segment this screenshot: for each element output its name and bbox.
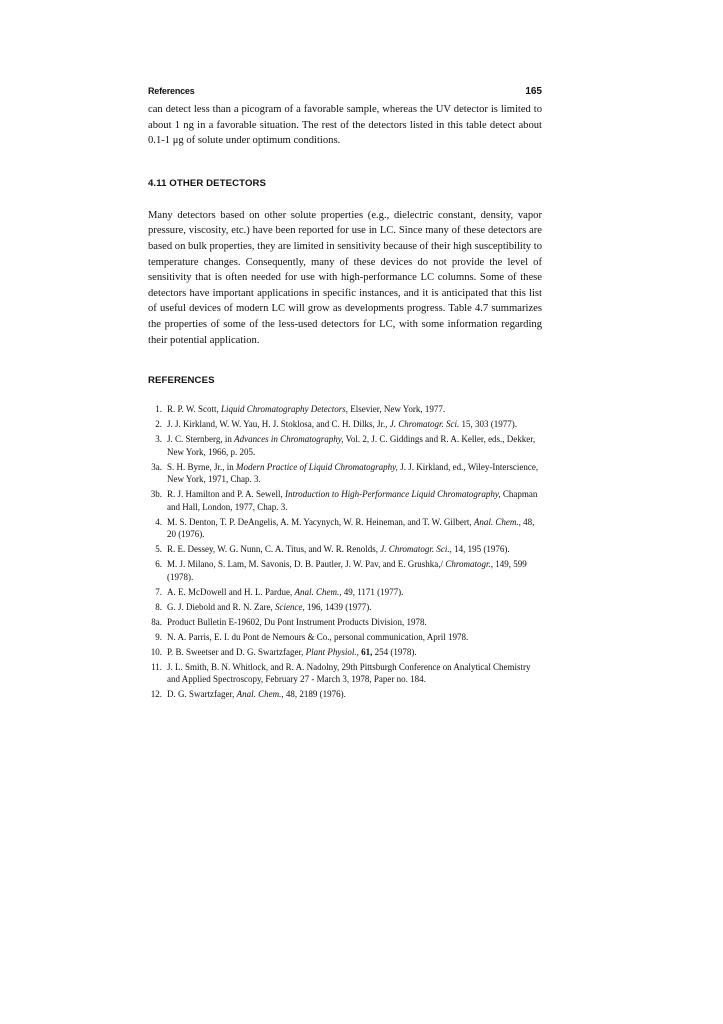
reference-source: J. Chromatogr. Sci., xyxy=(380,544,452,555)
reference-item xyxy=(148,616,542,629)
reference-item xyxy=(148,601,542,614)
reference-text xyxy=(167,558,542,583)
reference-item xyxy=(148,488,542,513)
reference-text xyxy=(167,543,542,556)
reference-number: 1. xyxy=(155,404,162,415)
page-number: 165 xyxy=(525,86,542,97)
reference-fragment: N. A. Parris, E. I. du Pont de Nemours & Co., personal communication, April 1978. xyxy=(167,631,469,642)
reference-fragment: J. J. Kirkland, W. W. Yau, H. J. Stoklosa, and C. H. Dilks, Jr., xyxy=(167,419,390,430)
reference-number: 7. xyxy=(155,586,162,597)
reference-item xyxy=(148,661,542,686)
references-list xyxy=(148,403,542,701)
reference-number: 8a. xyxy=(151,616,162,627)
reference-number: 6. xyxy=(155,559,162,570)
reference-fragment: 254 (1978). xyxy=(372,646,417,657)
reference-fragment: 15, 303 (1977). xyxy=(459,419,517,430)
reference-fragment: Vol. 2, J. C. Giddings and R. A. Keller, eds., Dekker, New York, 1966, p. 205. xyxy=(167,434,536,457)
reference-number: 3b. xyxy=(150,489,162,500)
reference-fragment: J. C. Sternberg, in xyxy=(167,434,235,445)
reference-fragment: 48, 2189 (1976). xyxy=(283,689,346,700)
reference-source: Liquid Chromatography Detectors, xyxy=(221,404,348,415)
running-header xyxy=(148,86,542,98)
reference-item xyxy=(148,418,542,431)
reference-fragment: R. P. W. Scott, xyxy=(167,404,222,415)
reference-source: Anal. Chem., xyxy=(294,586,342,597)
running-title: References xyxy=(148,86,195,96)
reference-fragment: P. B. Sweetser and D. G. Swartzfager, xyxy=(167,646,306,657)
reference-text xyxy=(167,433,542,458)
reference-fragment: Chapman and Hall, London, 1977, Chap. 3. xyxy=(167,489,538,512)
reference-fragment: Product Bulletin E-19602, Du Pont Instrument Products Division, 1978. xyxy=(167,616,427,627)
reference-fragment: 196, 1439 (1977). xyxy=(304,601,372,612)
reference-item xyxy=(148,631,542,644)
reference-text xyxy=(167,646,542,659)
reference-item xyxy=(148,461,542,486)
reference-source: Anal. Chem., xyxy=(473,516,521,527)
section-heading: 4.11 OTHER DETECTORS xyxy=(148,177,267,189)
reference-fragment: Elsevier, New York, 1977. xyxy=(347,404,446,415)
reference-fragment: G. J. Diebold and R. N. Zare, xyxy=(167,601,275,612)
reference-source: Modern Practice of Liquid Chromatography, xyxy=(236,461,398,472)
reference-source: Anal. Chem., xyxy=(236,689,284,700)
reference-number: 3a. xyxy=(151,461,162,472)
reference-number: 3. xyxy=(155,434,162,445)
reference-volume: 61, xyxy=(361,646,373,657)
reference-item xyxy=(148,403,542,416)
reference-text xyxy=(167,461,542,486)
references-heading: REFERENCES xyxy=(148,375,215,387)
reference-number: 11. xyxy=(151,661,162,672)
reference-fragment: A. E. McDowell and H. L. Pardue, xyxy=(167,586,295,597)
reference-source: Advances in Chromatography, xyxy=(234,434,344,445)
reference-fragment: R. E. Dessey, W. G. Nunn, C. A. Titus, and W. R. Renolds, xyxy=(167,544,381,555)
reference-text xyxy=(167,661,542,686)
reference-fragment: 48, 20 (1976). xyxy=(167,516,535,540)
reference-number: 4. xyxy=(155,516,162,527)
reference-fragment: S. H. Byrne, Jr., in xyxy=(167,461,237,472)
reference-fragment: J. L. Smith, B. N. Whitlock, and R. A. Nadolny, 29th Pittsburgh Conference on Analytical Chemistry and Applied Spectroscopy, February 27 - March 3, 1978, Paper no. 184. xyxy=(167,661,531,685)
reference-source: J. Chromatogr. Sci. xyxy=(389,419,460,430)
reference-item xyxy=(148,516,542,541)
reference-text xyxy=(167,616,542,629)
reference-item xyxy=(148,543,542,556)
reference-text xyxy=(167,601,542,614)
reference-number: 8. xyxy=(155,601,162,612)
reference-number: 5. xyxy=(155,544,162,555)
reference-source: Chromatogr., xyxy=(445,559,493,570)
reference-text xyxy=(167,488,542,513)
reference-fragment: M. J. Milano, S. Lam, M. Savonis, D. B. Pautler, J. W. Pav, and E. Grushka,/ xyxy=(167,559,446,570)
reference-fragment: M. S. Denton, T. P. DeAngelis, A. M. Yacynych, W. R. Heineman, and T. W. Gilbert, xyxy=(167,516,474,527)
reference-fragment: R. J. Hamilton and P. A. Sewell, xyxy=(167,489,286,500)
reference-fragment: 49, 1171 (1977). xyxy=(341,586,404,597)
section-paragraph: Many detectors based on other solute properties (e.g., dielectric constant, density, vapor pressure, viscosity, etc.) have been reported for use in LC. Since many of these detectors are based on bulk properties, they are limited in sensitivity because of their high susceptibility to temperature changes. Consequently, many of these devices do not provide the level of sensitivity that is often needed for use with high-performance LC columns. Some of these detectors have important applications in specific instances, and it is anticipated that this list of useful devices of modern LC will grow as developments progress. Table 4.7 summarizes the properties of some of the less-used detectors for LC, with some information regarding their potential application. xyxy=(148,209,542,346)
reference-item xyxy=(148,558,542,583)
reference-fragment: D. G. Swartzfager, xyxy=(167,689,237,700)
reference-number: 2. xyxy=(155,419,162,430)
intro-paragraph: can detect less than a picogram of a favorable sample, whereas the UV detector is limited to about 1 ng in a favorable situation. The rest of the detectors listed in this table detect about 0.1-1 μg of solute under optimum conditions. xyxy=(148,104,542,147)
reference-fragment: 14, 195 (1976). xyxy=(451,544,510,555)
reference-text xyxy=(167,586,542,599)
reference-text xyxy=(167,403,542,416)
reference-source: Plant Physiol., xyxy=(305,646,359,657)
reference-item xyxy=(148,586,542,599)
reference-number: 9. xyxy=(155,631,162,642)
reference-text xyxy=(167,516,542,541)
reference-text xyxy=(167,631,542,644)
reference-fragment: J. J. Kirkland, ed., Wiley-Interscience, New York, 1971, Chap. 3. xyxy=(167,461,539,485)
reference-fragment: 149, 599 (1978). xyxy=(167,559,527,582)
book-page xyxy=(148,86,542,703)
reference-item xyxy=(148,433,542,458)
reference-source: Science, xyxy=(274,601,305,612)
reference-item xyxy=(148,646,542,659)
reference-text xyxy=(167,418,542,431)
reference-item xyxy=(148,688,542,701)
reference-number: 10. xyxy=(150,646,162,657)
reference-text xyxy=(167,688,542,701)
reference-number: 12. xyxy=(150,689,162,700)
reference-source: Introduction to High-Performance Liquid Chromatography, xyxy=(285,489,501,500)
